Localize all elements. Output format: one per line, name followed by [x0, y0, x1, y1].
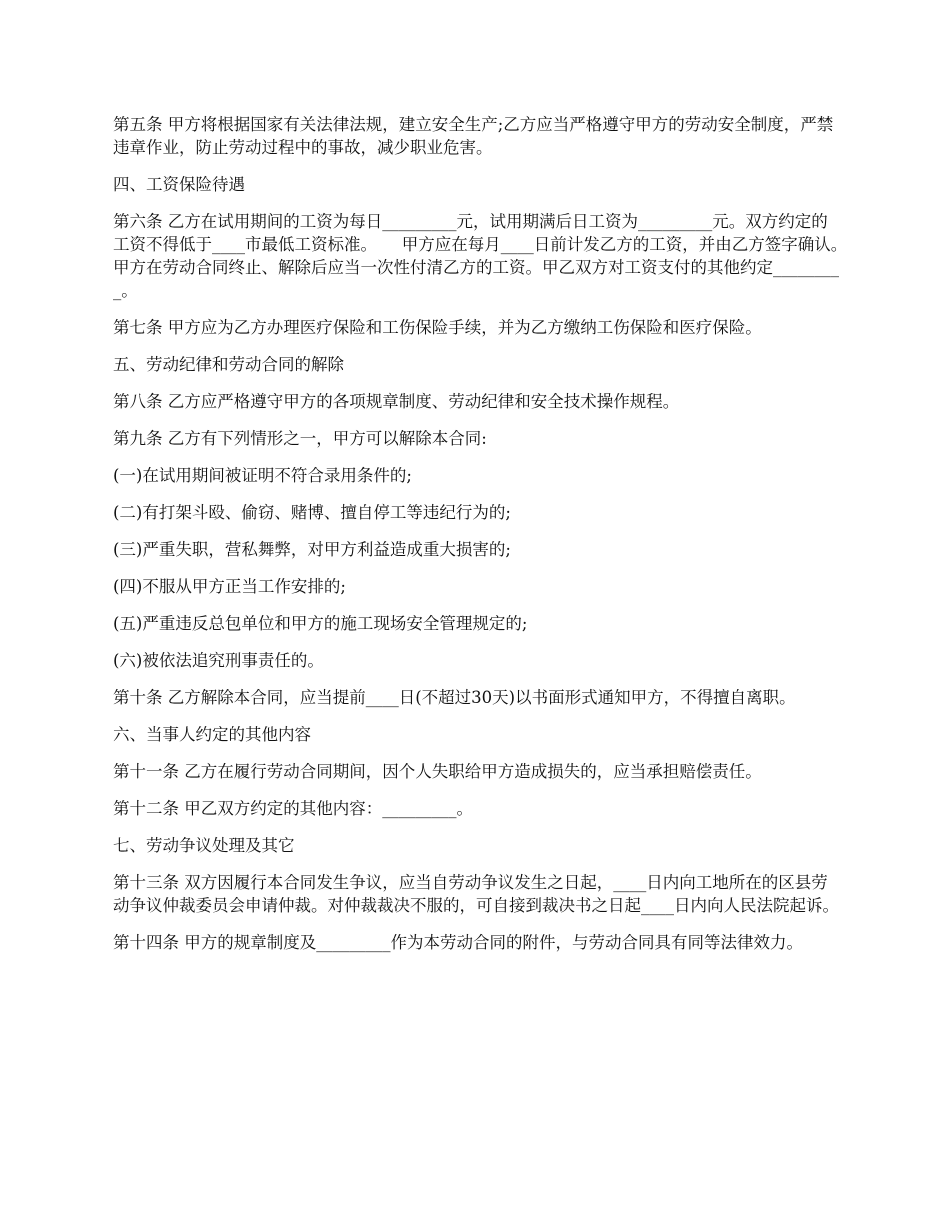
article-12-paragraph: 第十二条 甲乙双方约定的其他内容：_________。	[113, 799, 473, 818]
list-item-4: (四)不服从甲方正当工作安排的;	[113, 577, 346, 596]
article-13-paragraph: 第十三条 双方因履行本合同发生争议，应当自劳动争议发生之日起，____日内向工地所在的区县劳动争议仲裁委员会申请仲裁。对仲裁裁决不服的，可自接到裁决书之日起____日内向人民法院起诉。	[113, 873, 839, 915]
article-14-paragraph: 第十四条 甲方的规章制度及_________作为本劳动合同的附件，与劳动合同具有同等法律效力。	[113, 933, 803, 952]
document-page	[113, 113, 872, 968]
list-item-2: (二)有打架斗殴、偷窃、赌博、擅自停工等违纪行为的;	[113, 503, 511, 522]
list-item-5: (五)严重违反总包单位和甲方的施工现场安全管理规定的;	[113, 614, 528, 633]
article-5-paragraph: 第五条 甲方将根据国家有关法律法规，建立安全生产;乙方应当严格遵守甲方的劳动安全制度，严禁违章作业，防止劳动过程中的事故，减少职业危害。	[113, 115, 834, 157]
section-6-heading: 六、当事人约定的其他内容	[113, 725, 311, 744]
article-10-paragraph: 第十条 乙方解除本合同，应当提前____日(不超过30天)以书面形式通知甲方，不得擅自离职。	[113, 688, 796, 707]
article-8-paragraph: 第八条 乙方应严格遵守甲方的各项规章制度、劳动纪律和安全技术操作规程。	[113, 392, 680, 411]
list-item-1: (一)在试用期间被证明不符合录用条件的;	[113, 466, 412, 485]
article-7-paragraph: 第七条 甲方应为乙方办理医疗保险和工伤保险手续，并为乙方缴纳工伤保险和医疗保险。	[113, 318, 762, 337]
section-4-heading: 四、工资保险待遇	[113, 175, 245, 194]
list-item-6: (六)被依法追究刑事责任的。	[113, 651, 324, 670]
article-6-paragraph: 第六条 乙方在试用期间的工资为每日_________元，试用期满后日工资为_________元。双方约定的工资不得低于____市最低工资标准。 甲方应在每月____日前计发乙方的工资，并由乙方签字确认。 甲方在劳动合同终止、解除后应当一次性付清乙方的工资。甲乙双方对工资支付的其他约定_________。	[113, 212, 872, 300]
article-11-paragraph: 第十一条 乙方在履行劳动合同期间，因个人失职给甲方造成损失的，应当承担赔偿责任。	[113, 762, 762, 781]
section-5-heading: 五、劳动纪律和劳动合同的解除	[113, 355, 344, 374]
section-7-heading: 七、劳动争议处理及其它	[113, 836, 295, 855]
list-item-3: (三)严重失职，营私舞弊，对甲方利益造成重大损害的;	[113, 540, 511, 559]
article-9-paragraph: 第九条 乙方有下列情形之一，甲方可以解除本合同:	[113, 429, 487, 448]
